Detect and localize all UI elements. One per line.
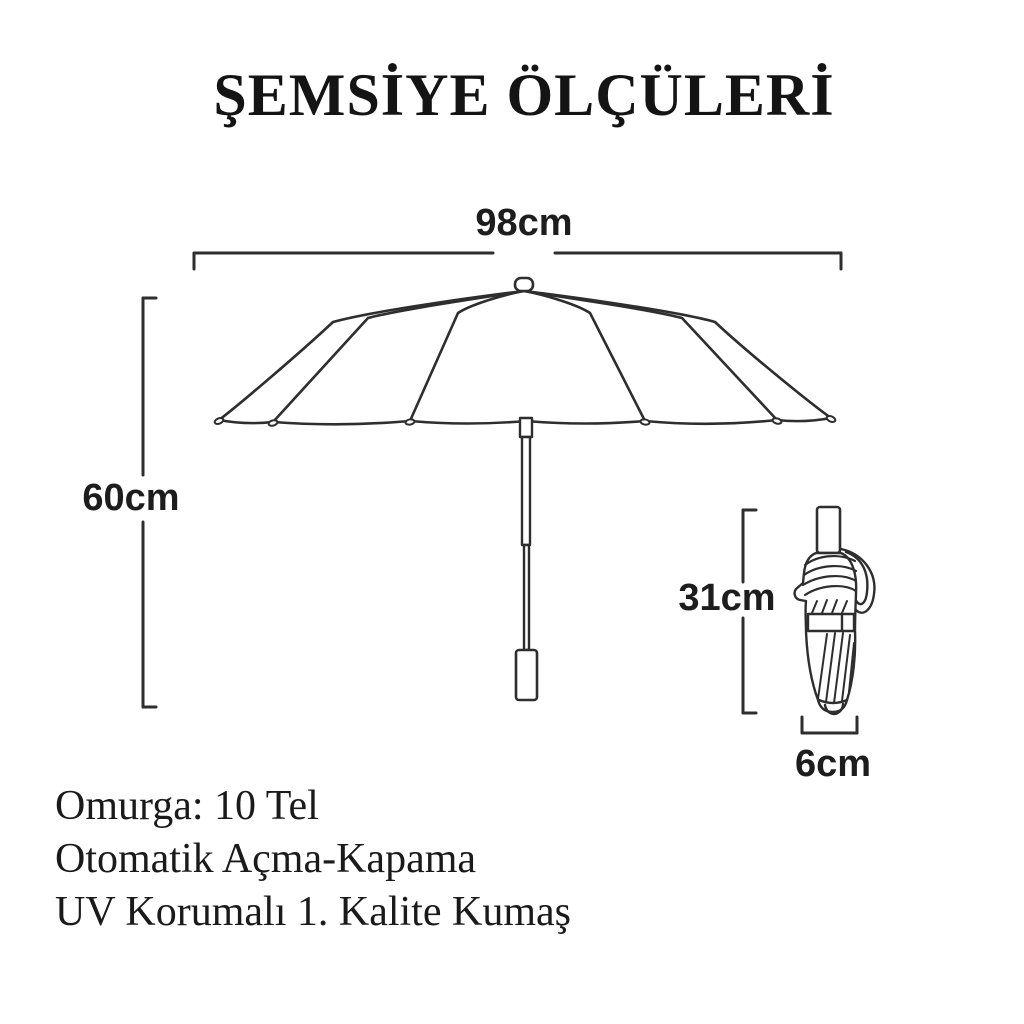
folded-handle [817, 507, 840, 553]
shaft-segment-middle [522, 437, 530, 545]
rib-eyelet [826, 415, 836, 423]
shaft-segment-upper [520, 418, 532, 437]
canopy-rib [410, 291, 524, 421]
spec-line-auto-open-close: Otomatik Açma-Kapama [55, 836, 477, 882]
closure-strap-band [808, 614, 854, 631]
ferrule-knob [515, 278, 533, 291]
open-height-dimension-label: 60cm [82, 477, 180, 519]
folded-width-dimension-bracket [802, 717, 857, 733]
canopy-rib [524, 291, 777, 420]
rib-eyelet [772, 417, 782, 424]
canopy-rib [524, 291, 645, 421]
page-title: ŞEMSİYE ÖLÇÜLERİ [213, 62, 835, 128]
canopy-right-edge [524, 291, 831, 418]
rib-eyelet [214, 417, 224, 425]
shaft-segment-lower [524, 545, 529, 650]
open-width-dimension-bracket [194, 253, 841, 269]
product-specs-list [55, 780, 675, 939]
spec-line-uv-fabric: UV Korumalı 1. Kalite Kumaş [55, 889, 571, 935]
rib-eyelet [640, 419, 650, 426]
umbrella-shaft [520, 418, 532, 650]
open-width-dimension-label: 98cm [475, 202, 573, 244]
rib-eyelet [268, 419, 278, 426]
umbrella-handle [516, 650, 537, 700]
rib-eyelet [405, 419, 415, 426]
folded-width-dimension-label: 6cm [794, 743, 872, 785]
canopy-left-edge [219, 291, 524, 420]
folded-umbrella-drawing [795, 507, 875, 714]
spec-line-skeleton-count: Omurga: 10 Tel [55, 783, 319, 829]
folded-height-dimension-label: 31cm [678, 577, 776, 619]
canopy-rib [273, 291, 524, 422]
